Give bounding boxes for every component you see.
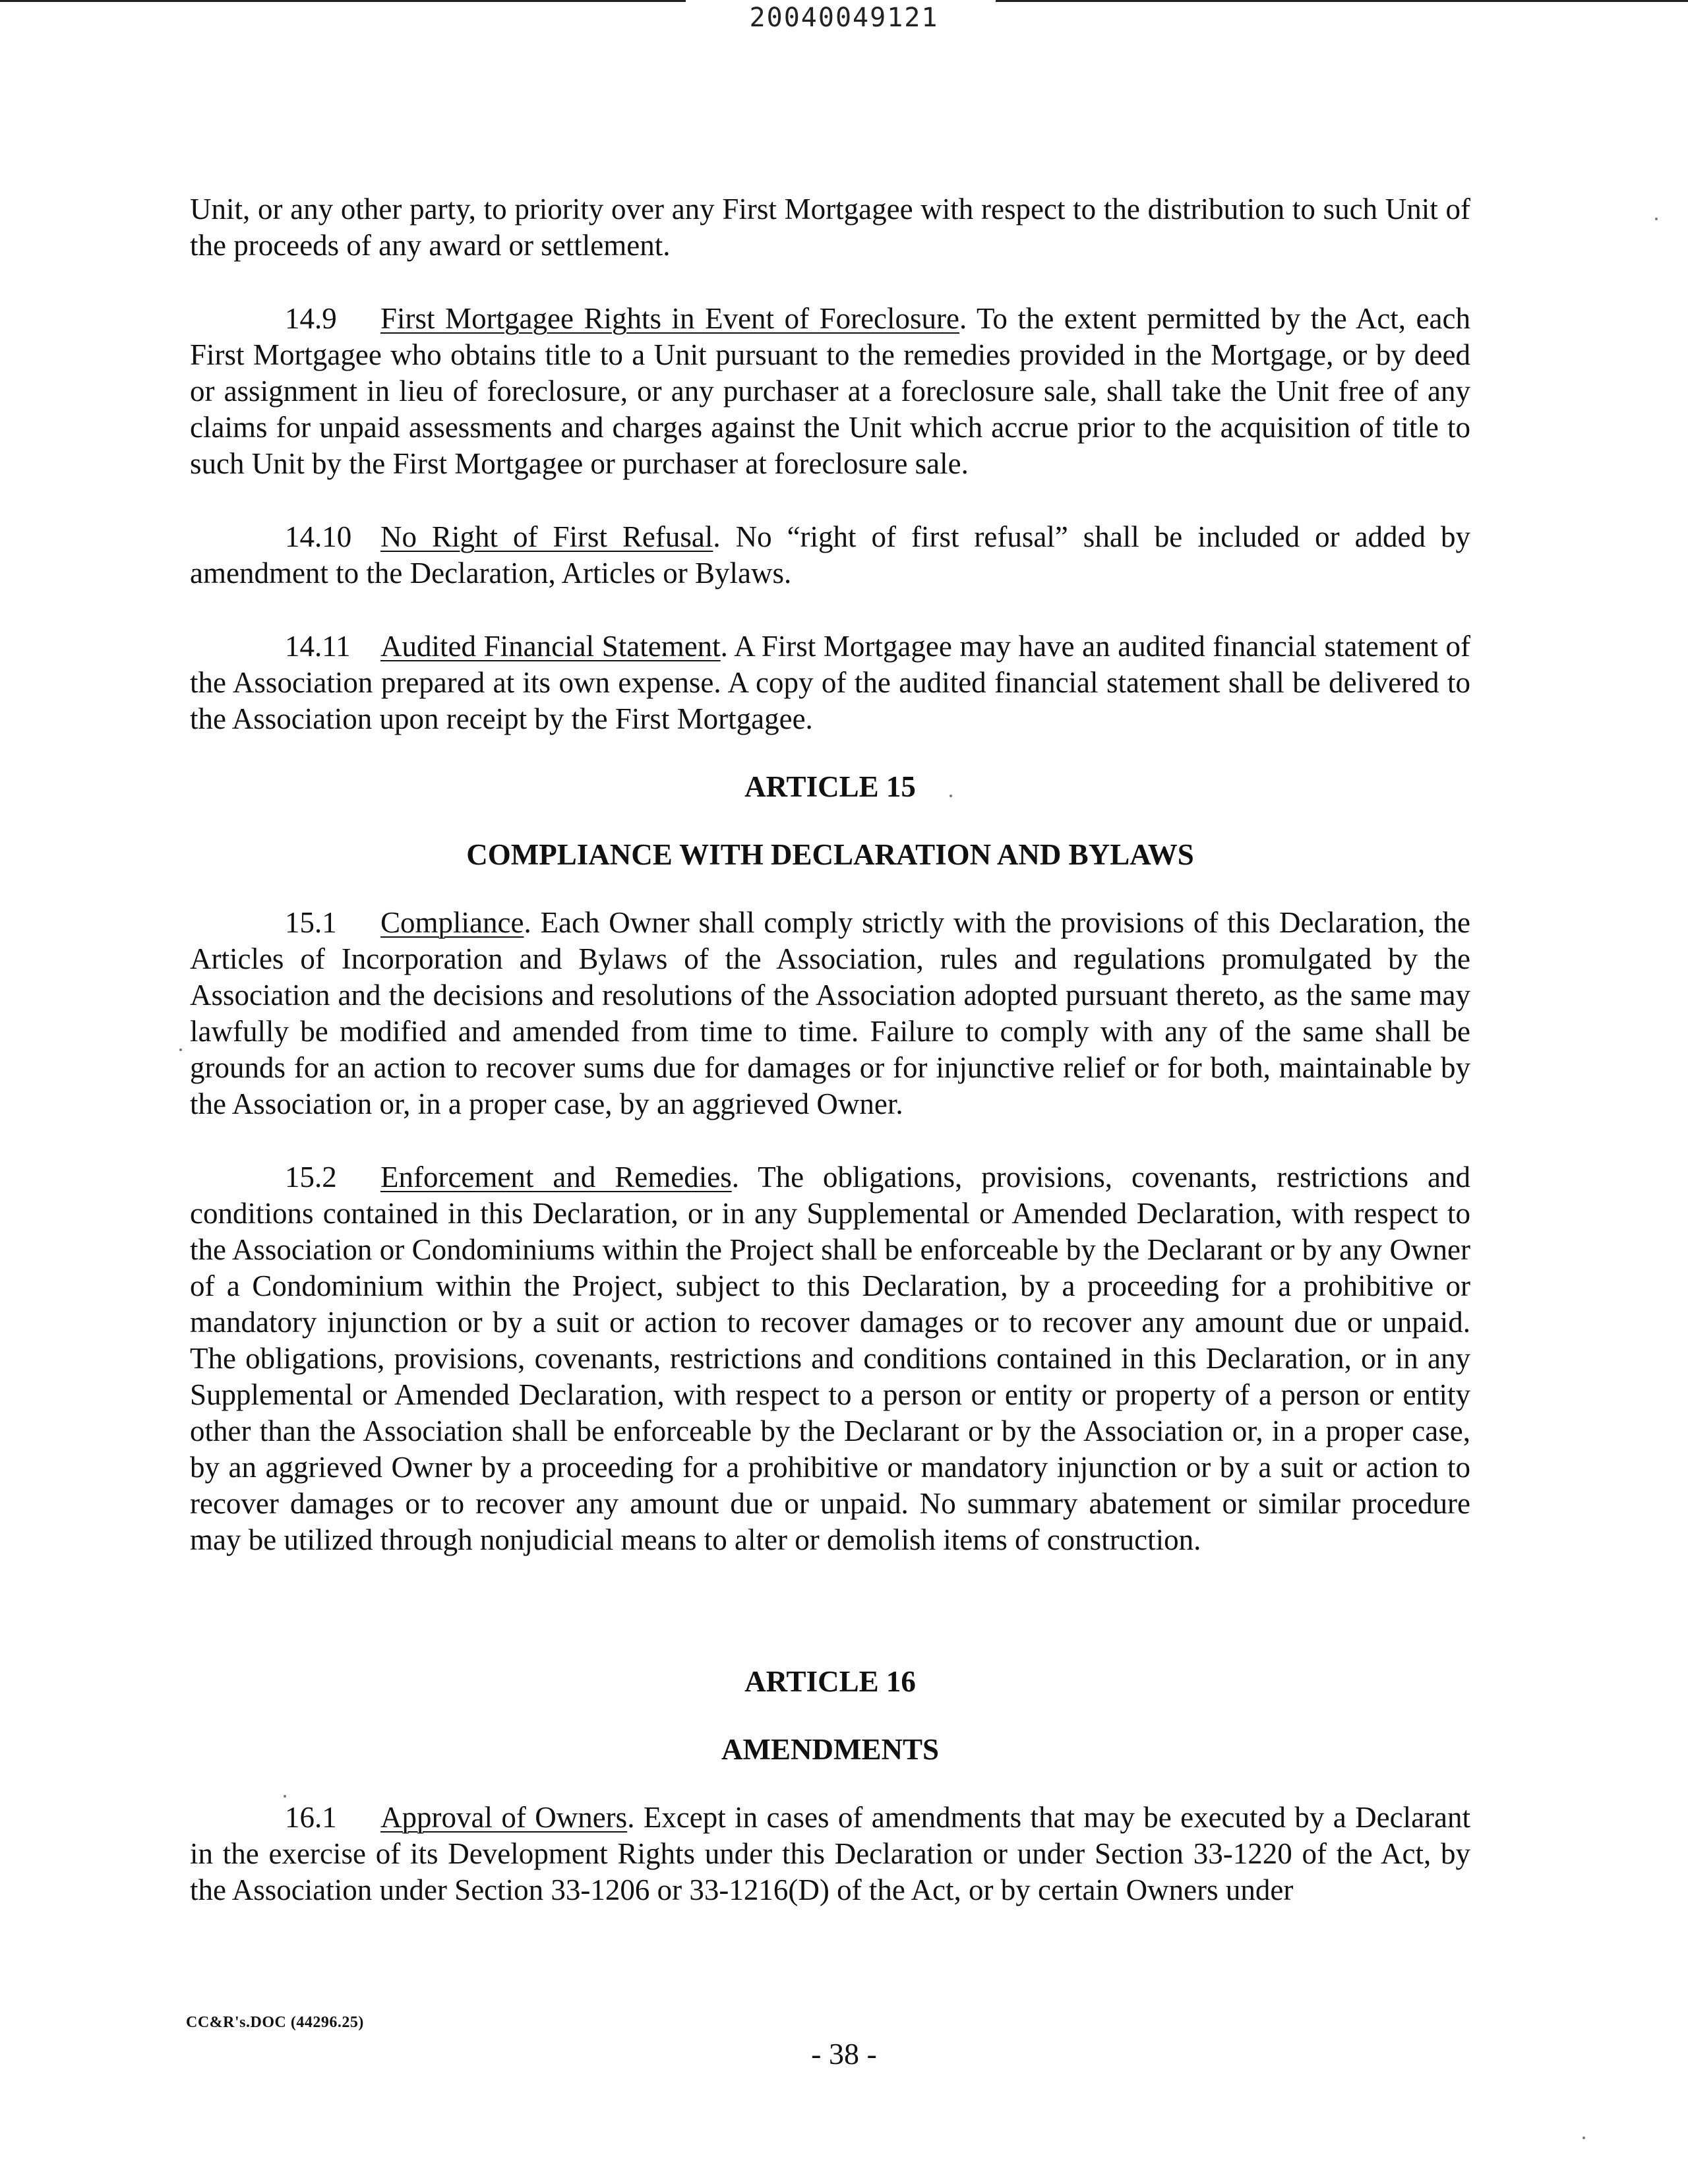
section-text: . A First Mortgagee may have an audited financial statement of the Association prepared at its own expense. A copy of the audited financial statement shall be delivered to the Association upon receipt by the First Mortgagee. — [190, 630, 1470, 735]
section-number: 14.10 — [285, 520, 352, 553]
section-heading: Audited Financial Statement — [380, 630, 721, 663]
section-text: . The obligations, provisions, covenants, restrictions and conditions contained in this Declaration, or in any Supplemental or Amended Declaration, with respect to the Association or Condominiums within the Project shall be enforceable by the Declarant or by any Owner of a Condominium within the Project, subject to this Declaration, by a proceeding for a prohibitive or mandatory injunction or by a suit or action to recover damages or to recover any amount due or unpaid. The obligations, provisions, covenants, restrictions and conditions contained in this Declaration, or in any Supplemental or Amended Declaration, with respect to a person or entity or property of a person or entity other than the Association shall be enforceable by the Declarant or by the Association or, in a proper case, by an aggrieved Owner by a proceeding for a prohibitive or mandatory injunction or by a suit or action to recover damages or to recover any amount due or unpaid. No summary abatement or similar procedure may be utilized through nonjudicial means to alter or demolish items of construction. — [190, 1161, 1470, 1556]
section-number: 14.11 — [285, 630, 351, 663]
page-number: - 38 - — [811, 2037, 877, 2071]
spacer — [190, 1700, 1470, 1732]
spacer — [190, 592, 1470, 628]
scan-speck — [284, 1795, 286, 1798]
header-rule-right — [996, 0, 1688, 2]
spacer — [190, 1558, 1470, 1664]
document-number: 20040049121 — [749, 3, 939, 33]
header-rule-left — [0, 0, 686, 2]
section-number: 15.1 — [285, 906, 337, 939]
section-14-11 — [190, 628, 1470, 737]
article-15-label: ARTICLE 15 — [744, 770, 916, 803]
section-15-1 — [190, 905, 1470, 1122]
section-text: . Except in cases of amendments that may be executed by a Declarant in the exercise of its Development Rights under this Declaration or under Section 33-1220 of the Act, by the Association under Section 33-1206 or 33-1216(D) of the Act, or by certain Owners under — [190, 1801, 1471, 1906]
section-heading: Enforcement and Remedies — [380, 1161, 732, 1194]
spacer — [190, 737, 1470, 769]
scan-speck — [950, 795, 952, 797]
section-heading: Compliance — [380, 906, 524, 939]
spacer — [190, 264, 1470, 301]
section-heading: First Mortgagee Rights in Event of Foreclosure — [380, 302, 960, 335]
section-text: . No “right of first refusal” shall be included or added by amendment to the Declaration, Articles or Bylaws. — [190, 520, 1471, 590]
spacer — [190, 1768, 1470, 1800]
section-text: . Each Owner shall comply strictly with the provisions of this Declaration, the Articles of Incorporation and Bylaws of the Association, rules and regulations promulgated by the Association and the decisions and resolutions of the Association adopted pursuant thereto, as the same may lawfully be modified and amended from time to time. Failure to comply with any of the same shall be grounds for an action to recover sums due for damages or for injunctive relief or for both, maintainable by the Association or, in a proper case, by an aggrieved Owner. — [190, 906, 1470, 1120]
section-14-10 — [190, 519, 1470, 592]
article-16-label: ARTICLE 16 — [744, 1665, 916, 1698]
footer-file-code: CC&R's.DOC (44296.25) — [186, 2014, 364, 2031]
section-14-9 — [190, 301, 1470, 482]
section-heading: Approval of Owners — [380, 1801, 628, 1834]
section-15-2 — [190, 1159, 1470, 1558]
scan-speck — [1655, 218, 1658, 220]
spacer — [190, 805, 1470, 837]
spacer — [190, 482, 1470, 519]
scan-speck — [1582, 2137, 1585, 2139]
continued-paragraph: Unit, or any other party, to priority over any First Mortgagee with respect to the distribution to such Unit of the proceeds of any award or settlement. — [190, 193, 1470, 262]
section-text: . To the extent permitted by the Act, each First Mortgagee who obtains title to a Unit pursuant to the remedies provided in the Mortgage, or by deed or assignment in lieu of foreclosure, or any purchaser at a foreclosure sale, shall take the Unit free of any claims for unpaid assessments and charges against the Unit which accrue prior to the acquisition of title to such Unit by the First Mortgagee or purchaser at foreclosure sale. — [190, 302, 1470, 480]
spacer — [190, 873, 1470, 905]
section-16-1 — [190, 1800, 1470, 1908]
article-15-title: COMPLIANCE WITH DECLARATION AND BYLAWS — [466, 838, 1194, 871]
section-heading: No Right of First Refusal — [380, 520, 713, 553]
article-16-title: AMENDMENTS — [721, 1733, 939, 1766]
scan-speck — [179, 1048, 182, 1051]
spacer — [190, 1122, 1470, 1159]
document-body — [190, 191, 1470, 1908]
section-number: 14.9 — [285, 302, 337, 335]
section-number: 16.1 — [285, 1801, 337, 1834]
section-number: 15.2 — [285, 1161, 337, 1194]
